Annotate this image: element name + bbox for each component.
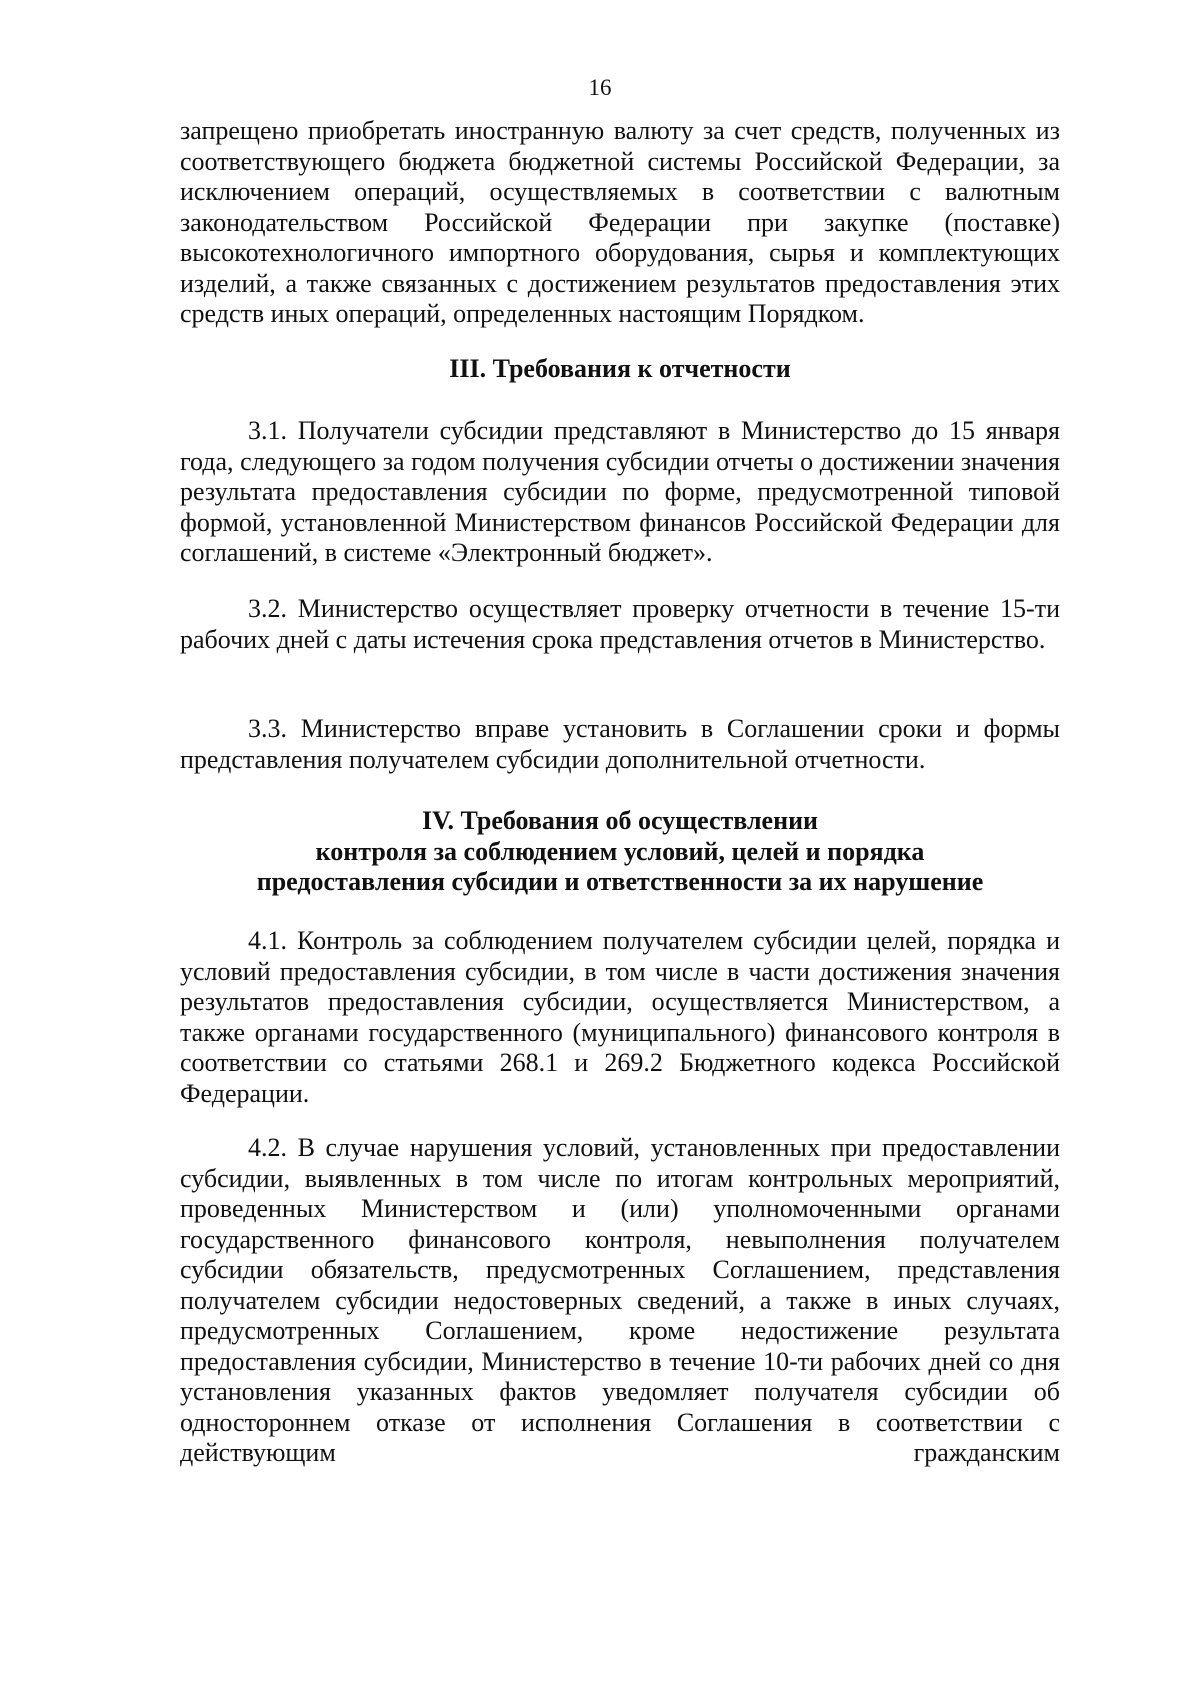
paragraph-4-2-text: 4.2. В случае нарушения условий, установленных при предоставлении субсидии, выявленных в том числе по итогам контрольных мероприятий, проведенных Министерством и (или) уполномоченными органами государственного финансового контроля, невыполнения получателем субсидии обязательств, предусмотренных Соглашением, представления получателем субсидии недостоверных сведений, а также в иных случаях, предусмотренных Соглашением, кроме недостижение результата предоставления субсидии, Министерство в течение 10-ти рабочих дней со дня установления указанных фактов уведомляет получателя субсидии об одностороннем отказе от исполнения Соглашения в соответствии с действующим гражданским [180, 1133, 1060, 1467]
section-3-title: III. Требования к отчетности [449, 354, 791, 383]
paragraph-3-3-text: 3.3. Министерство вправе установить в Соглашении сроки и формы представления получателем субсидии дополнительной отчетности. [180, 714, 1060, 774]
paragraph-3-3 [180, 714, 1060, 775]
paragraph-3-1 [180, 416, 1060, 569]
section-4-title-line-1: IV. Требования об осуществлении [421, 806, 819, 835]
section-3-heading [180, 354, 1060, 385]
paragraph-continuation [180, 116, 1060, 330]
paragraph-text: запрещено приобретать иностранную валюту за счет средств, полученных из соответствующего бюджета бюджетной системы Российской Федерации, за исключением операций, осуществляемых в соответствии с валютным законодательством Российской Федерации при закупке (поставке) высокотехнологичного импортного оборудования, сырья и комплектующих изделий, а также связанных с достижением результатов предоставления этих средств иных операций, определенных настоящим Порядком. [180, 116, 1060, 328]
page-number: 16 [588, 75, 612, 100]
section-4-title-line-3: предоставления субсидии и ответственности за их нарушение [256, 867, 984, 896]
paragraph-3-1-text: 3.1. Получатели субсидии представляют в Министерство до 15 января года, следующего за годом получения субсидии отчеты о достижении значения результата предоставления субсидии по форме, предусмотренной типовой формой, установленной Министерством финансов Российской Федерации для соглашений, в системе «Электронный бюджет». [180, 416, 1060, 567]
paragraph-4-2 [180, 1133, 1060, 1469]
section-4-heading [180, 806, 1060, 898]
paragraph-3-2-text: 3.2. Министерство осуществляет проверку отчетности в течение 15-ти рабочих дней с даты истечения срока представления отчетов в Министерство. [180, 594, 1060, 654]
paragraph-4-1 [180, 926, 1060, 1109]
paragraph-3-2 [180, 594, 1060, 655]
section-4-title-line-2: контроля за соблюдением условий, целей и порядка [315, 836, 925, 866]
paragraph-4-1-text: 4.1. Контроль за соблюдением получателем субсидии целей, порядка и условий предоставления субсидии, в том числе в части достижения значения результатов предоставления субсидии, осуществляется Министерством, а также органами государственного (муниципального) финансового контроля в соответствии со статьями 268.1 и 269.2 Бюджетного кодекса Российской Федерации. [180, 926, 1060, 1108]
